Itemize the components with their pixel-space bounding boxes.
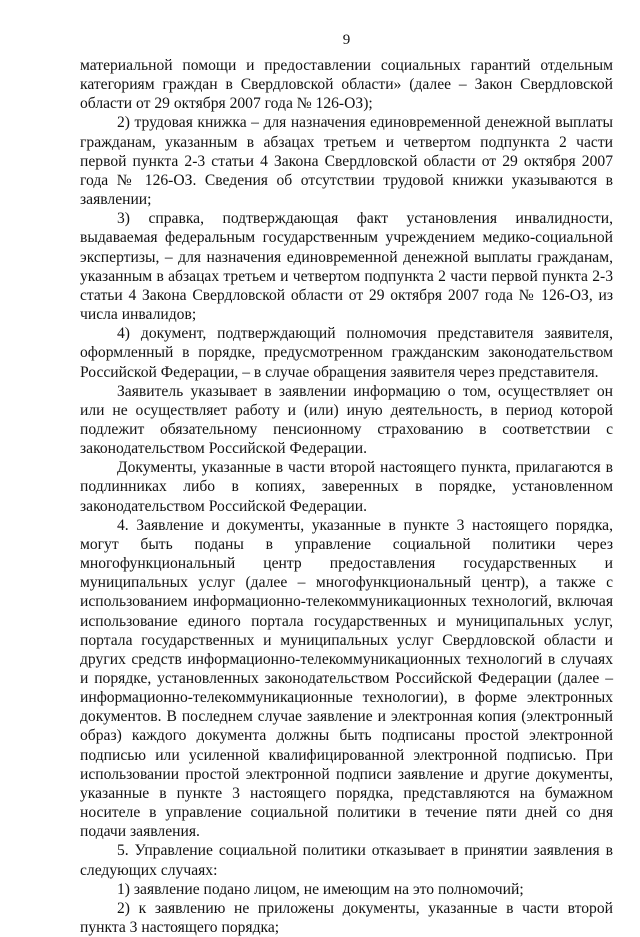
paragraph-refusal-1: 1) заявление подано лицом, не имеющим на это полномочий;	[117, 880, 524, 898]
document-body	[80, 56, 613, 937]
paragraph-item-2: 2) трудовая книжка – для назначения единовременной денежной выплаты гражданам, указанным в абзацах третьем и четвертом подпункта 2 части первой пункта 2-3 статьи 4 Закона Свердловской области от 29 октября 2007 года № 126-ОЗ. Сведения об отсутствии трудовой книжки указываются в заявлении;	[80, 114, 613, 209]
paragraph-applicant-info: Заявитель указывает в заявлении информацию о том, осуществляет он или не осуществляет работу и (или) иную деятельность, в период которой подлежит обязательному пенсионному страхованию в соответствии с законодательством Российской Федерации.	[80, 382, 613, 458]
paragraph-continuation: материальной помощи и предоставлении социальных гарантий отдельным категориям граждан в Свердловской области» (далее – Закон Свердловской области от 29 октября 2007 года № 126-ОЗ);	[80, 57, 613, 113]
paragraph-item-3: 3) справка, подтверждающая факт установления инвалидности, выдаваемая федеральным государственным учреждением медико-социальной экспертизы, – для назначения единовременной денежной выплаты гражданам, указанным в абзацах третьем и четвертом подпункта 2 части первой пункта 2-3 статьи 4 Закона Свердловской области от 29 октября 2007 года № 126-ОЗ, из числа инвалидов;	[80, 210, 613, 324]
paragraph-section-4: 4. Заявление и документы, указанные в пункте 3 настоящего порядка, могут быть поданы в управление социальной политики через многофункциональный центр предоставления государственных и муниципальных услуг (далее – многофункциональный центр), а также с использованием информационно-телекоммуникационных технологий, включая использование единого портала государственных и муниципальных услуг, портала государственных и муниципальных услуг Свердловской области и других средств информационно-телекоммуникационных технологий в случаях и порядке, установленных законодательством Российской Федерации (далее – информационно-телекоммуникационные технологии), в форме электронных документов. В последнем случае заявление и электронная копия (электронный образ) каждого документа должны быть подписаны простой электронной подписью или усиленной квалифицированной электронной подписью. При использовании простой электронной подписи заявление и другие документы, указанные в пункте 3 настоящего порядка, представляются на бумажном носителе в управление социальной политики в течение пяти дней со дня подачи заявления.	[80, 516, 613, 841]
paragraph-section-5: 5. Управление социальной политики отказывает в принятии заявления в следующих случаях:	[80, 842, 613, 879]
paragraph-documents-copies: Документы, указанные в части второй настоящего пункта, прилагаются в подлинниках либо в копиях, заверенных в порядке, установленном законодательством Российской Федерации.	[80, 459, 613, 515]
document-page	[80, 30, 613, 937]
paragraph-item-4: 4) документ, подтверждающий полномочия представителя заявителя, оформленный в порядке, предусмотренном гражданским законодательством Российской Федерации, – в случае обращения заявителя через представителя.	[80, 325, 613, 381]
page-number: 9	[342, 32, 351, 48]
paragraph-refusal-2: 2) к заявлению не приложены документы, указанные в части второй пункта 3 настоящего порядка;	[80, 899, 613, 937]
